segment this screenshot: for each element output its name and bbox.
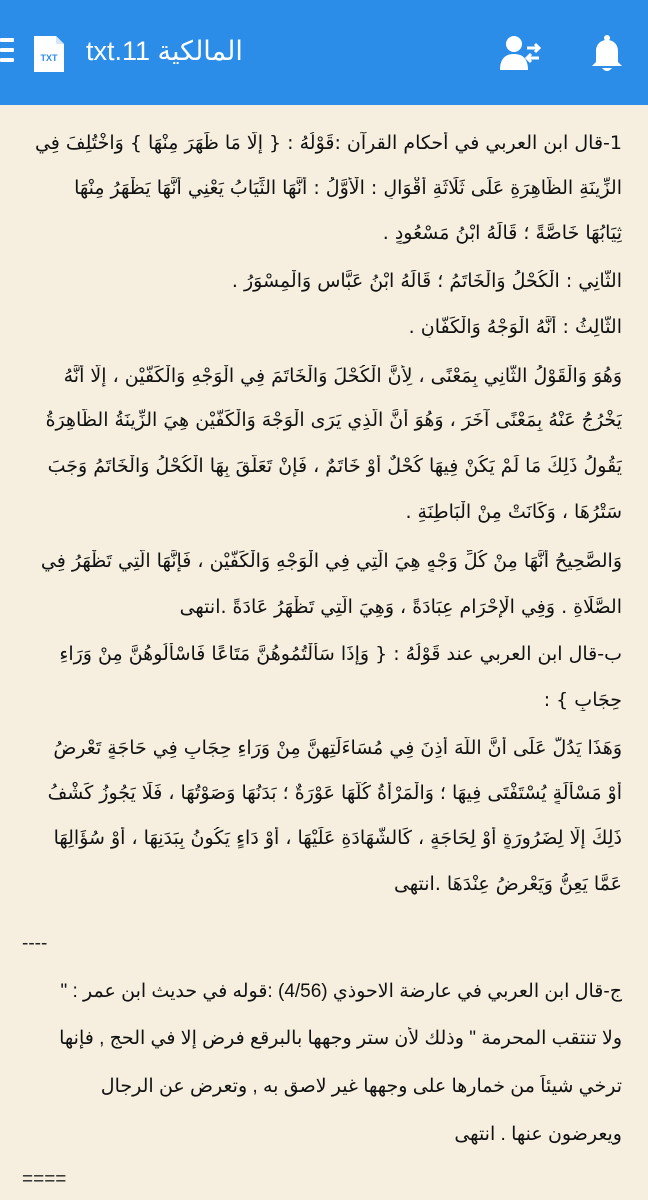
file-icon-label: TXT xyxy=(40,53,58,63)
text-line: سَتْرُهَا ، وَكَانَتْ مِنْ الْبَاطِنَةِ . xyxy=(405,501,622,523)
text-line: ترخي شيئاً من خمارها على وجهها غير لاصق به , وتعرض عن الرجال xyxy=(100,1076,622,1097)
text-line: ويعرضون عنها . انتهى xyxy=(454,1124,622,1145)
bell-icon[interactable] xyxy=(590,34,624,74)
text-line: الصَّلَاةِ . وَفِي الْإِحْرَامِ عِبَادَةً ، وَهِيَ الَّتِي تَظْهَرُ عَادَةً .انتهى xyxy=(179,596,622,618)
document-text[interactable] xyxy=(0,105,648,1200)
text-line: يَخْرُجُ عَنْهُ بِمَعْنًى آخَرَ ، وَهُوَ أَنَّ الَّذِي يَرَى الْوَجْهَ وَالْكَفَّيْنِ هِيَ الزِّينَةُ الظَّاهِرَةُ xyxy=(45,409,622,431)
text-line: الزِّينَةِ الظَّاهِرَةِ عَلَى ثَلَاثَةِ أَقْوَالٍ : الْأَوَّلُ : أَنَّهَا الثِّيَابُ يَعْنِي أَنَّهَا يَظْهَرُ مِنْهَا xyxy=(74,177,622,199)
text-line: الثَّانِي : الْكُحْلُ وَالْخَاتَمُ ؛ قَالَهُ ابْنُ عَبَّاسٍ وَالْمِسْوَرُ . xyxy=(231,270,622,292)
separator: ==== xyxy=(22,1169,67,1190)
text-line: وَهُوَ وَالْقَوْلُ الثَّانِي بِمَعْنًى ، لِأَنَّ الْكُحْلَ وَالْخَاتَمَ فِي الْوَجْهِ وَالْكَفَّيْنِ ، إلَّا أَنَّهُ xyxy=(63,365,622,387)
users-swap-icon[interactable] xyxy=(500,34,542,72)
file-icon xyxy=(32,34,66,74)
text-line: ولا تنتقب المحرمة " وذلك لأن ستر وجهها بالبرقع فرض إلا في الحج , فإنها xyxy=(59,1028,622,1049)
text-line: الثَّالِثُ : أَنَّهُ الْوَجْهُ وَالْكَفَّانِ . xyxy=(408,316,622,338)
text-line: ب-قال ابن العربي عند قَوْلُهُ : { وَإِذَا سَأَلْتُمُوهُنَّ مَتَاعًا فَاسْأَلُوهُنَّ مِنْ وَرَاءِ xyxy=(59,643,622,665)
text-line: ثِيَابُهَا خَاصَّةً ؛ قَالَهُ ابْنُ مَسْعُودٍ . xyxy=(382,222,622,244)
text-line: وَهَذَا يَدُلُّ عَلَى أَنَّ اللَّهَ أَذِنَ فِي مُسَاءَلَتِهِنَّ مِنْ وَرَاءِ حِجَابٍ فِي حَاجَةٍ تَعْرِضُ xyxy=(53,737,622,759)
menu-icon[interactable] xyxy=(0,38,16,68)
text-line: حِجَابٍ } : xyxy=(543,689,622,711)
text-line: وَالصَّحِيحُ أَنَّهَا مِنْ كُلِّ وَجْهٍ هِيَ الَّتِي فِي الْوَجْهِ وَالْكَفَّيْنِ ، فَإِنَّهَا الَّتِي تَظْهَرُ فِي xyxy=(40,550,622,572)
text-line: أَوْ مَسْأَلَةٍ يُسْتَفْتَى فِيهَا ؛ وَالْمَرْأَةُ كُلُّهَا عَوْرَةٌ ؛ بَدَنُهَا وَصَوْتُهَا ، فَلَا يَجُوزُ كَشْفُ xyxy=(47,782,622,804)
text-line: ج-قال ابن العربي في عارضة الاحوذي (4/56) :قوله في حديث ابن عمر : " xyxy=(60,981,622,1002)
text-line: عَمَّا يَعِنُّ وَيَعْرِضُ عِنْدَهَا .انتهى xyxy=(393,873,622,895)
text-line: يَقُولُ ذَلِكَ مَا لَمْ يَكُنْ فِيهَا كُحْلٌ أَوْ خَاتَمٌ ، فَإِنْ تَعَلَّقَ بِهَا الْكُحْلُ وَالْخَاتَمُ وَجَبَ xyxy=(47,455,622,477)
app-bar xyxy=(0,0,648,105)
separator: ---- xyxy=(22,933,48,954)
text-line: ذَلِكَ إلَّا لِضَرُورَةٍ أَوْ لِحَاجَةٍ ، كَالشَّهَادَةِ عَلَيْهَا ، أَوْ دَاءٍ يَكُونُ بِبَدَنِهَا ، أَوْ سُؤَالِهَا xyxy=(53,827,622,849)
text-line: 1-قال ابن العربي في أحكام القرآن :قَوْلُهُ : { إلَّا مَا ظَهَرَ مِنْهَا } وَاخْتُلِفَ فِي xyxy=(34,132,622,154)
window-title: المالكية txt.11 xyxy=(86,36,243,66)
